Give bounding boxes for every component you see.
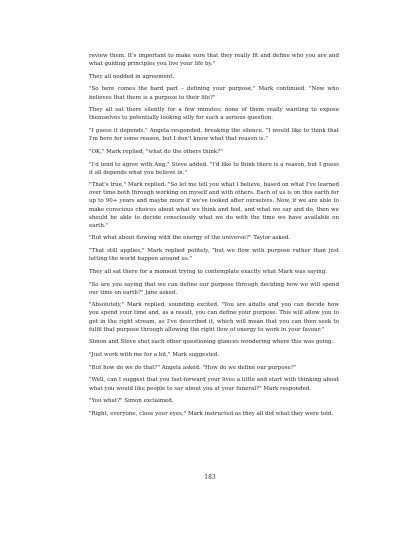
paragraph: "OK," Mark replied, "what do the others think?" [89, 148, 223, 155]
paragraph: "Well, can I suggest that you fast-forward your lives a little and start with thinking about what you would like people to say about you at your funeral?" Mark responded. [89, 377, 339, 392]
page-number: 183 [204, 474, 216, 481]
paragraph: "That still applies," Mark replied politely, "but we flow with purpose rather than just letting the world happen around us." [89, 248, 339, 263]
paragraph: "That's true," Mark replied. "So let me tell you what I believe, based on what I've learned over time both through working on myself and with others. Each of us is on this earth for up to 90+ years and maybe more if we've looked after ourselves. Now, if we are able to make conscious choices about what we think and feel, and what we say and do, then we should be able to decide consciously what we do with the time we have available on earth." [89, 182, 339, 229]
paragraph: Simon and Steve shot each other questioning glances wondering where this was going. [89, 339, 334, 346]
paragraph: review them. It's important to make sure that they really fit and define who you are and what guiding principles you live your life by." [89, 53, 339, 68]
paragraph: "But how do we do that?" Angela asked. "How do we define our purpose?" [89, 364, 297, 371]
book-page-body [89, 52, 339, 423]
paragraph: "Absolutely," Mark replied, sounding excited. "You are adults and you can decide how you spend your time and, as a result, you can define your purpose. This will allow you to get in the right stream, as I've described it, which will mean that you can then seek to fulfil that purpose through allowing the right flow of energy to work in your favour." [89, 302, 339, 333]
paragraph: "I guess it depends," Angela responded, breaking the silence. "I would like to think that I'm here for some reason, but I don't know what that reason is." [89, 128, 339, 143]
paragraph: They all nodded in agreement. [89, 73, 175, 80]
paragraph: "So are you saying that we can define our purpose through deciding how we will spend our time on earth?" Jane asked. [89, 281, 339, 296]
paragraph: "Right, everyone, close your eyes," Mark instructed as they all did what they were told. [89, 410, 334, 417]
paragraph: "You what?" Simon exclaimed. [89, 398, 174, 405]
paragraph: "Just work with me for a bit," Mark suggested. [89, 352, 220, 359]
paragraph: They all sat there for a moment trying to contemplate exactly what Mark was saying. [89, 268, 327, 275]
paragraph: "So here comes the hard part – defining your purpose," Mark continued. "Now who believes that there is a purpose to their life?" [89, 86, 339, 101]
paragraph: They all sat there silently for a few minutes; none of them really wanting to expose themselves to potentially looking silly for such a serious question. [89, 107, 339, 122]
paragraph: "But what about flowing with the energy of the universe?" Taylor asked. [89, 235, 291, 242]
paragraph: "I'd tend to agree with Ang," Steve added. "I'd like to think there is a reason, but I guess it all depends what you believe in." [89, 161, 339, 176]
